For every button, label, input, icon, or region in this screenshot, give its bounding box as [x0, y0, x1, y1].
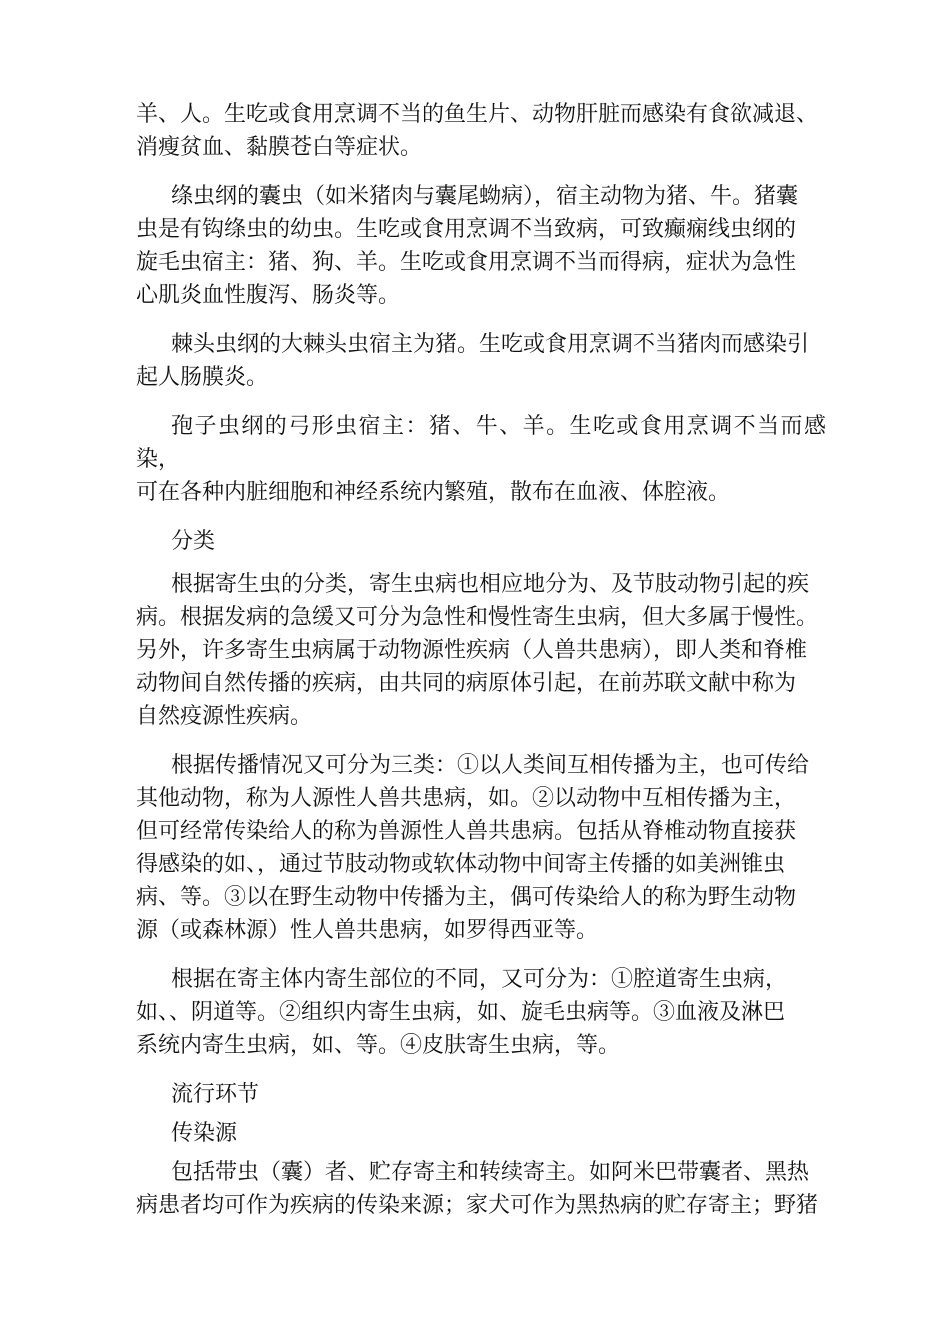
text-line: 得感染的如、，通过节肢动物或软体动物中间寄主传播的如美洲锥虫 — [136, 852, 786, 877]
section-heading-classification: 分类 — [171, 529, 216, 554]
text-line: 根据在寄主体内寄生部位的不同，又可分为：①腔道寄生虫病， — [171, 967, 788, 992]
text-line: 消瘦贫血、黏膜苍白等症状。 — [136, 135, 423, 160]
text-line: 源（或森林源）性人兽共患病，如罗得西亚等。 — [136, 918, 599, 943]
text-line: 包括带虫（囊）者、贮存寄主和转续寄主。如阿米巴带囊者、黑热 — [171, 1160, 810, 1185]
text-line: 自然疫源性疾病。 — [136, 704, 313, 729]
text-line: 绦虫纲的囊虫（如米猪肉与囊尾蚴病），宿主动物为猪、牛。猪囊 — [171, 184, 799, 209]
text-line: 其他动物，称为人源性人兽共患病，如。②以动物中互相传播为主， — [136, 786, 797, 811]
text-line: 但可经常传染给人的称为兽源性人兽共患病。包括从脊椎动物直接获 — [136, 819, 797, 844]
paragraph-infection-source — [136, 1156, 826, 1222]
text-line: 可在各种内脏细胞和神经系统内繁殖，散布在血液、体腔液。 — [136, 480, 731, 505]
paragraph-classification — [136, 568, 826, 733]
text-line: 如、、阴道等。②组织内寄生虫病，如、旋毛虫病等。③血液及淋巴 — [136, 1000, 786, 1025]
paragraph-transmission-types — [136, 749, 826, 947]
text-line: 动物间自然传播的疾病，由共同的病原体引起，在前苏联文献中称为 — [136, 671, 797, 696]
paragraph-parasitic-sites — [136, 963, 826, 1062]
paragraph-cysticercus — [136, 180, 826, 312]
paragraph-toxoplasma — [136, 410, 826, 509]
text-line: 虫是有钩绦虫的幼虫。生吃或食用烹调不当致病，可致癫痫线虫纲的 — [136, 217, 797, 242]
text-line: 棘头虫纲的大棘头虫宿主为猪。生吃或食用烹调不当猪肉而感染引 — [171, 332, 810, 357]
paragraph-fish-liver — [136, 98, 826, 164]
text-line: 另外，许多寄生虫病属于动物源性疾病（人兽共患病），即人类和脊椎 — [136, 638, 808, 663]
text-line: 根据传播情况又可分为三类：①以人类间互相传播为主，也可传给 — [171, 753, 810, 778]
section-heading-infection-source: 传染源 — [171, 1121, 238, 1146]
text-line: 病。根据发病的急缓又可分为急性和慢性寄生虫病，但大多属于慢性。 — [136, 605, 819, 630]
section-heading-epidemic-links: 流行环节 — [171, 1082, 260, 1107]
text-line: 羊、人。生吃或食用烹调不当的鱼生片、动物肝脏而感染有食欲减退、 — [136, 102, 819, 127]
paragraph-acanthocephala — [136, 328, 826, 394]
document-body — [136, 98, 826, 1238]
text-line: 心肌炎血性腹泻、肠炎等。 — [136, 283, 401, 308]
text-line: 旋毛虫宿主：猪、狗、羊。生吃或食用烹调不当而得病，症状为急性 — [136, 250, 797, 275]
text-line: 孢子虫纲的弓形虫宿主：猪、牛、羊。生吃或食用烹调不当而感染， — [136, 414, 826, 472]
text-line: 系统内寄生虫病，如、等。④皮肤寄生虫病，等。 — [136, 1033, 621, 1058]
text-line: 病患者均可作为疾病的传染来源；家犬可作为黑热病的贮存寄主；野猪 — [136, 1193, 819, 1218]
text-line: 起人肠膜炎。 — [136, 365, 269, 390]
text-line: 病、等。③以在野生动物中传播为主，偶可传染给人的称为野生动物 — [136, 885, 797, 910]
text-line: 根据寄生虫的分类，寄生虫病也相应地分为、及节肢动物引起的疾 — [171, 572, 810, 597]
